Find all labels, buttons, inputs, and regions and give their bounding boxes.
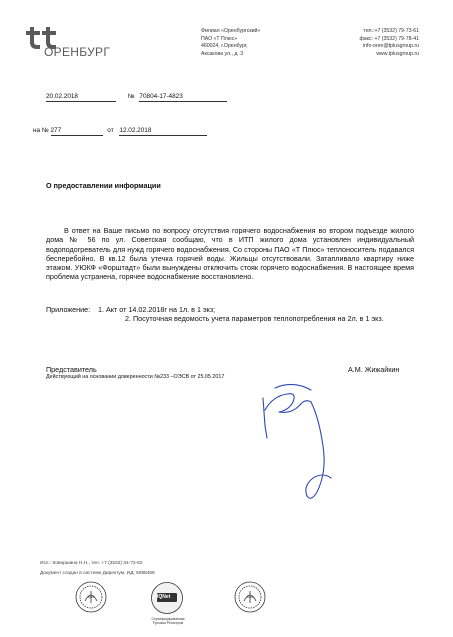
org-address xyxy=(201,28,311,58)
signer-name: А.М. Жижайкин xyxy=(348,365,400,374)
signature-scribble xyxy=(253,368,353,508)
phone: тел.:+7 (3532) 79-73-61 xyxy=(363,28,419,34)
outgoing-number: 70804-17-4823 xyxy=(139,93,227,102)
footer-executor: Исп.: Коваршина Н.Н., тел. +7 (3532) 34-72-82 xyxy=(40,561,143,566)
org-contacts xyxy=(299,28,419,58)
org-line: Аксакова ул., д. 3 xyxy=(201,50,244,57)
attachment-item: 1. Акт от 14.02.2018г на 1л. в 1 экз; xyxy=(98,305,216,314)
logo-text: ОРЕНБУРГ xyxy=(44,45,111,59)
reference-date: 12.02.2018 xyxy=(119,127,207,136)
org-line: 460024, г.Оренбург, xyxy=(201,43,248,50)
email-link[interactable]: info-oren@tplusgroup.ru xyxy=(362,43,419,50)
reference-from-label: от xyxy=(107,127,114,134)
subject-heading: О предоставлении информации xyxy=(46,181,161,190)
reference-line xyxy=(33,127,253,136)
reference-number: 277 xyxy=(51,127,103,136)
reference-prefix: на № xyxy=(33,127,49,134)
website-link[interactable]: www.tplusgroup.ru xyxy=(376,50,419,57)
iqnet-badge-text: IQNet xyxy=(157,594,171,600)
attachments-label: Приложение: xyxy=(46,305,91,314)
cert-label: Сертифицированная Русским Регистром xyxy=(151,617,185,626)
letter-body: В ответ на Ваше письмо по вопросу отсутствия горячего водоснабжения во втором подъезде жилого дома № 56 по ул. Советская сообщаю, что в ИТП жилого дома установлен индивидуальный водоподогреватель для нужд горячего водоснабжения. Со стороны ПАО «Т Плюс» теплоноситель подавался бесперебойно. В кв.12 была утечка горячей воды. Жильцы отсутствовали. Затапливало квартиру ниже этажом. УЮКФ «Форштадт» были вынуждены отключить стояк горячего водоснабжения. В настоящее время проблема устранена, горячее водоснабжение восстановлено. xyxy=(46,226,414,282)
outgoing-date: 20.02.2018 xyxy=(46,93,116,102)
certification-seal-icon xyxy=(233,580,267,614)
org-line: ПАО «Т Плюс» xyxy=(201,35,238,42)
signer-title: Представитель xyxy=(46,365,97,374)
fax: факс: +7 (3532) 79-78-41 xyxy=(359,35,419,42)
signer-basis: Действующий на основании доверенности №233 –ОЭСВ от 25.05.2017 xyxy=(46,374,225,380)
outgoing-line xyxy=(46,93,246,102)
footer-doc-system: Документ создан в системе Директум, ИД: 5098458 xyxy=(40,571,155,576)
outgoing-no-label: № xyxy=(127,93,135,100)
attachment-item: 2. Посуточная ведомость учета параметров теплопотребления на 2л. в 1 экз. xyxy=(125,314,384,323)
org-line: Филиал «Оренбургский» xyxy=(201,28,261,34)
certification-seal-icon xyxy=(74,580,108,614)
